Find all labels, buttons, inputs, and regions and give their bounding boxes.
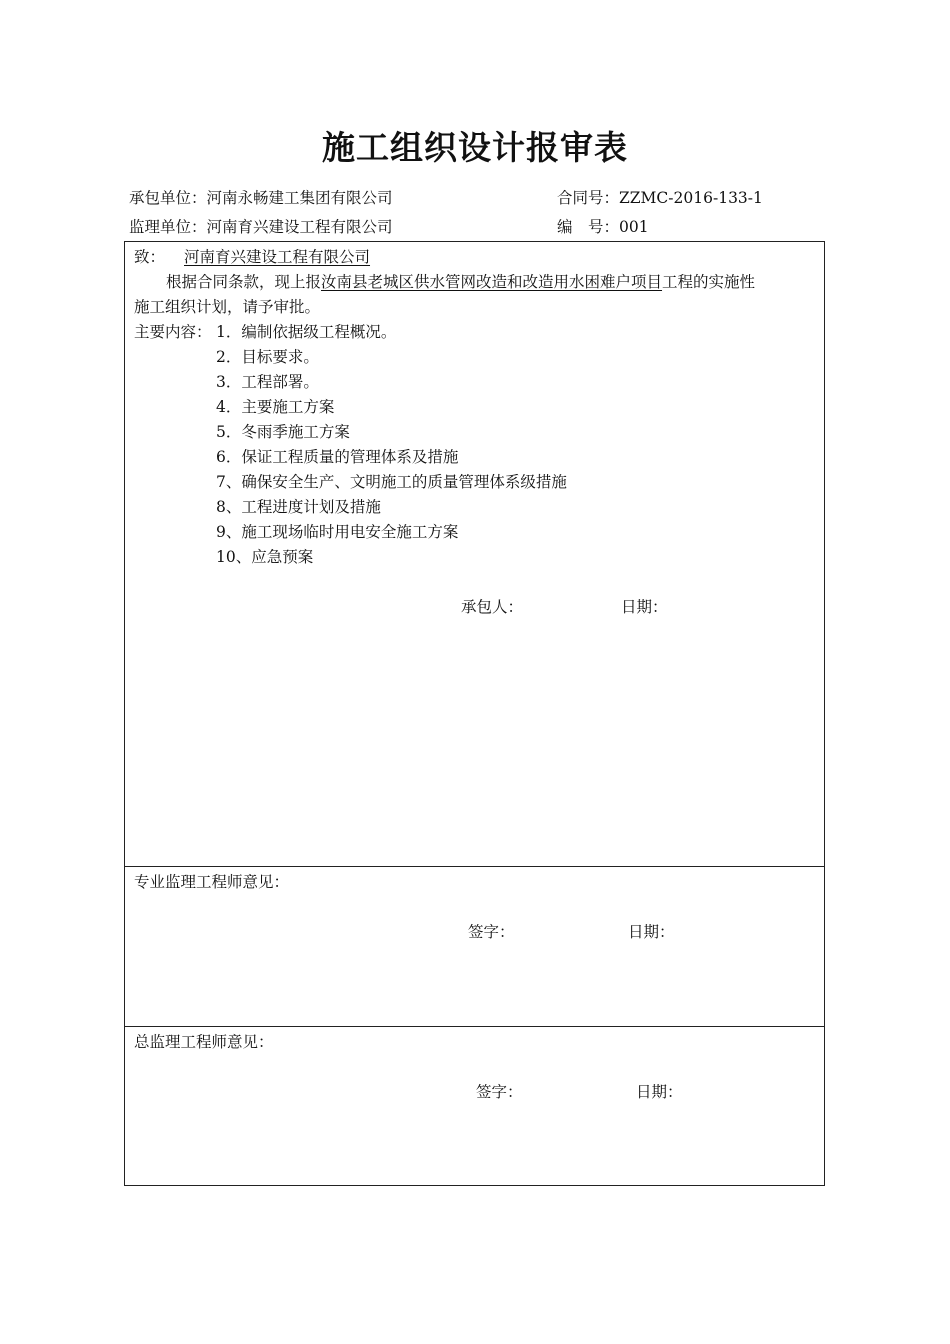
- list-item: 9、施工现场临时用电安全施工方案: [216, 523, 459, 541]
- contractor-line: [129, 186, 393, 208]
- page-title: 施工组织设计报审表: [322, 128, 628, 167]
- supervisor-line: [129, 215, 393, 237]
- list-item: 4．主要施工方案: [216, 398, 335, 416]
- contractor-value: 河南永畅建工集团有限公司: [206, 189, 393, 207]
- statement-prefix: 根据合同条款，现上报: [166, 273, 322, 291]
- list-item: 1．编制依据级工程概况。: [216, 323, 397, 341]
- serial-number-line: [557, 215, 649, 237]
- statement-suffix: 工程的实施性: [662, 273, 756, 291]
- serial-number-label: 编 号：: [557, 218, 620, 236]
- section-divider: [125, 1026, 824, 1027]
- approval-form-table: [124, 241, 825, 1186]
- supervisor-value: 河南育兴建设工程有限公司: [206, 218, 393, 236]
- list-item: 6．保证工程质量的管理体系及措施: [216, 448, 459, 466]
- project-name: 汝南县老城区供水管网改造和改造用水困难户项目: [321, 273, 663, 291]
- recipient-label: 致：: [134, 248, 166, 266]
- chief-opinion-label: 总监理工程师意见：: [134, 1033, 274, 1051]
- contractor-signature-label: 承包人：: [461, 598, 524, 616]
- supervisor-label: 监理单位：: [129, 218, 207, 236]
- main-content-label: 主要内容：: [134, 323, 212, 341]
- list-item: 10、应急预案: [216, 548, 314, 566]
- list-item: 3．工程部署。: [216, 373, 319, 391]
- serial-number-value: 001: [619, 218, 649, 236]
- list-item: 2．目标要求。: [216, 348, 319, 366]
- contract-number-label: 合同号：: [557, 189, 620, 207]
- contractor-label: 承包单位：: [129, 189, 207, 207]
- engineer-signature-label: 签字：: [468, 923, 515, 941]
- list-item: 8、工程进度计划及措施: [216, 498, 381, 516]
- engineer-date-label: 日期：: [628, 923, 675, 941]
- list-item: 7、确保安全生产、文明施工的质量管理体系级措施: [216, 473, 567, 491]
- submission-statement: [166, 272, 755, 292]
- chief-date-label: 日期：: [636, 1083, 683, 1101]
- section-divider: [125, 866, 824, 867]
- list-item: 5．冬雨季施工方案: [216, 423, 350, 441]
- contract-number-line: [557, 186, 763, 208]
- contract-number-value: ZZMC-2016-133-1: [619, 189, 763, 207]
- chief-signature-label: 签字：: [476, 1083, 523, 1101]
- submission-statement-line2: 施工组织计划，请予审批。: [134, 298, 321, 316]
- recipient-value: 河南育兴建设工程有限公司: [184, 248, 371, 266]
- engineer-opinion-label: 专业监理工程师意见：: [134, 873, 290, 891]
- contractor-date-label: 日期：: [621, 598, 668, 616]
